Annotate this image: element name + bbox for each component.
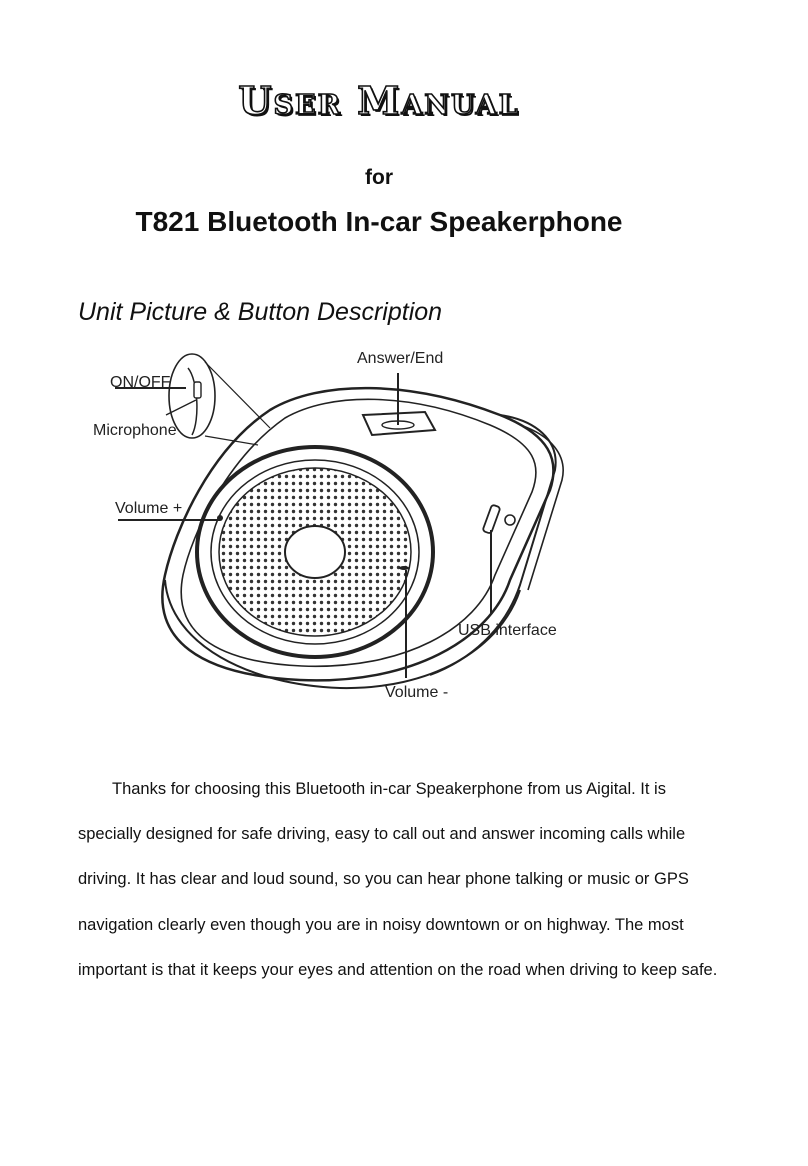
intro-text [78,767,718,993]
speaker-center-cap [285,526,345,578]
unit-diagram [80,340,580,720]
intro-paragraph: Thanks for choosing this Bluetooth in-car Speakerphone from us Aigital. It is specially designed for safe driving, easy to call out and answer incoming calls while driving. It has clear and loud sound, so you can hear phone talking or music or GPS navigation clearly even though you are in noisy downtown or on highway. The most important is that it keeps your eyes and attention on the road when driving to keep safe. [78,780,718,979]
volume-plus-label: Volume + [115,500,183,517]
product-title: T821 Bluetooth In-car Speakerphone [135,206,623,237]
answer-end-label: Answer/End [357,350,444,367]
for-label: for [365,166,393,189]
usb-interface-label: USB interface [458,622,557,639]
speakerphone-illustration [80,340,580,720]
usb-port [482,504,500,533]
section-heading: Unit Picture & Button Description [78,298,443,326]
manual-title: User Manual [238,78,520,123]
on-off-label: ON/OFF [110,374,171,391]
volume-minus-label: Volume - [385,684,449,701]
microphone-label: Microphone [93,422,177,439]
